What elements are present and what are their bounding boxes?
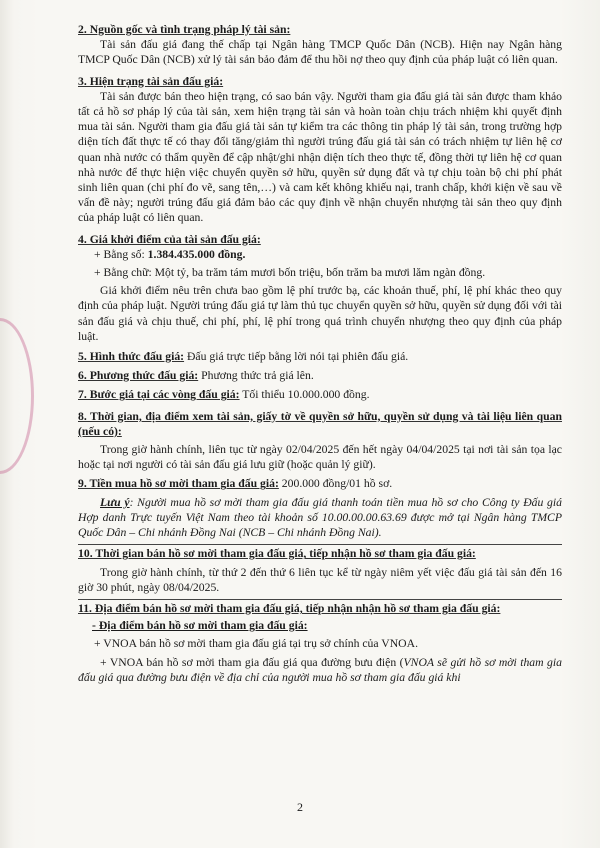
section-9-note (78, 495, 562, 541)
divider-line-2 (78, 599, 562, 600)
section-6-text: Phương thức trả giá lên. (198, 369, 314, 383)
section-10-heading: 10. Thời gian bán hồ sơ mời tham gia đấu giá, tiếp nhận hồ sơ tham gia đấu giá: (78, 547, 476, 561)
section-2-text: Tài sản đấu giá đang thế chấp tại Ngân hàng TMCP Quốc Dân (NCB). Hiện nay Ngân hàng TMCP Quốc Dân (NCB) xử lý tài sản bảo đảm để thu hồi nợ theo quy định của pháp luật có liên quan. (78, 38, 562, 67)
section-11-item-2 (78, 655, 562, 685)
section-7-text: Tối thiểu 10.000.000 đồng. (239, 388, 370, 402)
starting-price-words: + Bằng chữ: Một tỷ, ba trăm tám mươi bốn triệu, bốn trăm ba mươi lăm ngàn đồng. (94, 266, 486, 280)
section-7 (78, 387, 562, 402)
section-5 (78, 349, 562, 364)
section-3-text: Tài sản được bán theo hiện trạng, có sao bán vậy. Người tham gia đấu giá tài sản được tham khảo tất cả hồ sơ pháp lý của tài sản, xem hiện trạng tài sản và hoàn toàn chịu trách nhiệm khi quyết định mua tài sản. Người tham gia đấu giá tài sản tự kiểm tra các thông tin pháp lý tài sản, trong trường hợp diện tích đất thực tế có thay đổi tăng/giảm thì người trúng đấu giá tài sản có trách nhiệm tự liên hệ cơ quan nhà nước có thẩm quyền để cập nhật/ghi nhận diện tích theo thực tế, đồng thời tự liên hệ cơ quan nhà nước để thực hiện việc chuyển quyền sở hữu, quyền sử dụng đất và tự chịu toàn bộ chi phí phát sinh liên quan (chi phí đo vẽ, sang tên,…) và cam kết không khiếu nại, tranh chấp, khởi kiện về sau về vấn đề này; người trúng đấu giá đảm bảo các quy định về nhận chuyển nhượng tài sản theo quy định của pháp luật có liên quan. (78, 89, 562, 225)
section-3-heading: 3. Hiện trạng tài sản đấu giá: (78, 74, 224, 88)
section-6 (78, 368, 562, 383)
note-label: Lưu ý (100, 495, 130, 509)
page-number: 2 (297, 800, 303, 814)
section-9-text: 200.000 đồng/01 hồ sơ. (278, 477, 393, 491)
section-4-heading: 4. Giá khởi điểm của tài sản đấu giá: (78, 232, 261, 246)
number-prefix: + Bằng số: (94, 247, 148, 261)
red-seal-stamp (0, 318, 34, 474)
section-8-heading: 8. Thời gian, địa điểm xem tài sản, giấy tờ về quyền sở hữu, quyền sử dụng và tài liệu liên quan (nếu có): (78, 409, 562, 438)
section-5-heading: 5. Hình thức đấu giá: (78, 350, 185, 364)
note-text: : Người mua hồ sơ mời tham gia đấu giá thanh toán tiền mua hồ sơ cho Công ty Đấu giá Hợp danh Trực tuyến Việt Nam theo tài khoản số 10.00.00.00.63.69 được mở tại Ngân hàng TMCP Quốc Dân – Chi nhánh Đồng Nai (NCB – Chi nhánh Đồng Nai). (78, 495, 562, 540)
section-6-heading: 6. Phương thức đấu giá: (78, 369, 199, 383)
section-7-heading: 7. Bước giá tại các vòng đấu giá: (78, 388, 240, 402)
section-9-heading: 9. Tiền mua hồ sơ mời tham gia đấu giá: (78, 477, 279, 491)
divider-line (78, 544, 562, 545)
section-11-heading: 11. Địa điểm bán hồ sơ mời tham gia đấu giá, tiếp nhận nhận hồ sơ tham gia đấu giá: (78, 601, 501, 615)
section-8-text: Trong giờ hành chính, liên tục từ ngày 02/04/2025 đến hết ngày 04/04/2025 tại nơi tài sản tọa lạc hoặc tại nơi người có tài sản đấu giá lưu giữ (hoặc quản lý giữ). (78, 443, 562, 472)
item-2-italic: VNOA sẽ gửi hồ sơ mời tham gia đấu giá qua đường bưu điện về địa chỉ của người mua hồ sơ tham gia đấu giá khi (78, 655, 562, 684)
starting-price-number (78, 247, 562, 262)
section-2-heading: 2. Nguồn gốc và tình trạng pháp lý tài sản: (78, 23, 291, 36)
document-body (78, 22, 562, 685)
section-4-text: Giá khởi điểm nêu trên chưa bao gồm lệ phí trước bạ, các khoản thuế, phí, lệ phí khác theo quy định của pháp luật. Người trúng đấu giá tự làm thủ tục chuyển quyền sở hữu, quyền sử dụng đối với tài sản đấu giá và chịu thuế, chi phí, phí, lệ phí trong quá trình chuyển nhượng theo quy định của pháp luật. (78, 284, 562, 343)
number-value: 1.384.435.000 đồng. (147, 247, 246, 261)
item-2-plain: + VNOA bán hồ sơ mời tham gia đấu giá qua đường bưu điện ( (100, 655, 404, 669)
section-11-subheading: - Địa điểm bán hồ sơ mời tham gia đấu giá: (92, 619, 308, 633)
section-11-item-1: + VNOA bán hồ sơ mời tham gia đấu giá tại trụ sở chính của VNOA. (94, 637, 418, 651)
section-5-text: Đấu giá trực tiếp bằng lời nói tại phiên đấu giá. (184, 350, 409, 364)
section-10-text: Trong giờ hành chính, từ thứ 2 đến thứ 6 liên tục kể từ ngày niêm yết việc đấu giá tài sản đến 16 giờ 30 phút, ngày 08/04/2025. (78, 565, 562, 594)
section-9 (78, 476, 562, 491)
